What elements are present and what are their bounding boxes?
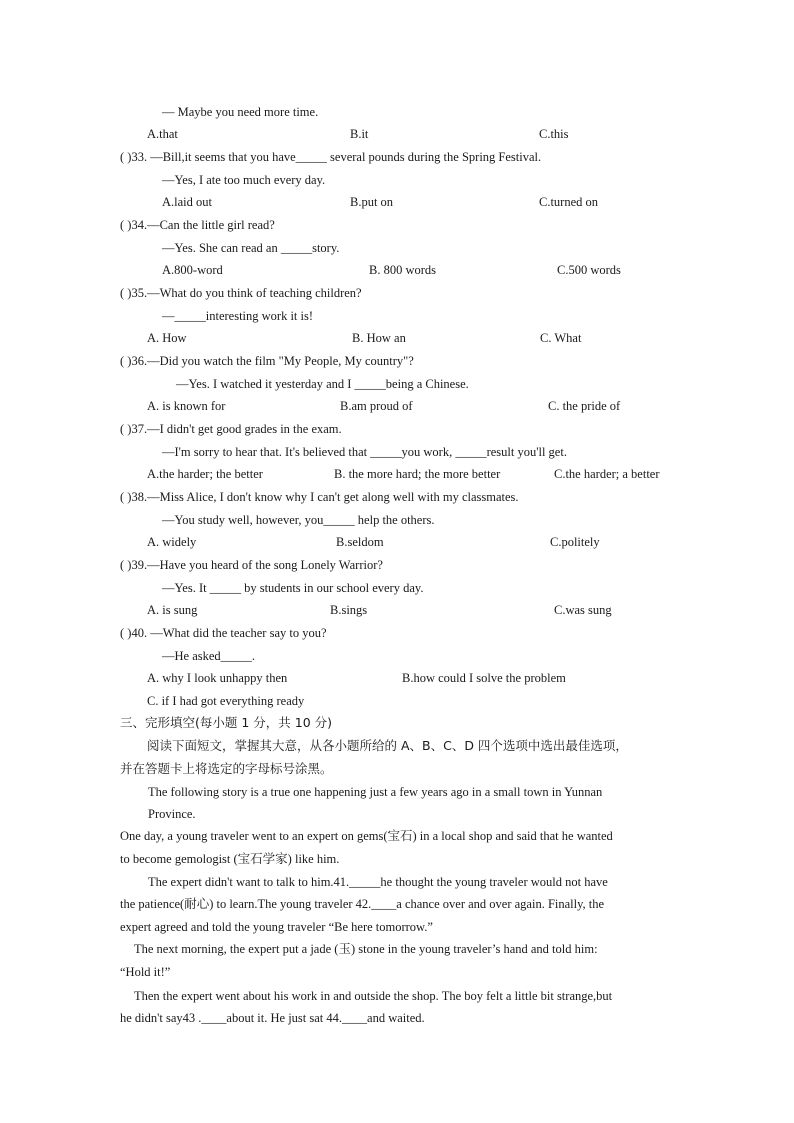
q40-stem: ( )40. —What did the teacher say to you? <box>120 626 327 640</box>
q35-option-b: B. How an <box>352 331 406 345</box>
q40-answer-line: —He asked_____. <box>162 649 256 663</box>
q39-answer-line: —Yes. It _____ by students in our school every day. <box>162 581 424 595</box>
q35-stem: ( )35.—What do you think of teaching children? <box>120 286 362 300</box>
q35-option-a: A. How <box>147 331 187 345</box>
q40-option-a: A. why I look unhappy then <box>147 671 288 685</box>
q34-option-c: C.500 words <box>557 263 621 277</box>
q34-option-a: A.800-word <box>162 263 223 277</box>
section3-instruction-2: 并在答题卡上将选定的字母标号涂黑。 <box>120 761 333 776</box>
q39-option-b: B.sings <box>330 603 368 617</box>
passage-line-6: the patience(耐心) to learn.The young traveler 42.____a chance over and over again. Finally, the <box>120 897 605 911</box>
q39-option-c: C.was sung <box>554 603 612 617</box>
q40-option-c: C. if I had got everything ready <box>147 694 305 708</box>
q37-option-a: A.the harder; the better <box>147 467 263 481</box>
passage-line-4: to become gemologist (宝石学家) like him. <box>120 852 340 866</box>
q39-stem: ( )39.—Have you heard of the song Lonely Warrior? <box>120 558 383 572</box>
q32-option-c: C.this <box>539 127 569 141</box>
passage-line-5: The expert didn't want to talk to him.41._____he thought the young traveler would not have <box>148 875 608 889</box>
q33-stem: ( )33. —Bill,it seems that you have_____ several pounds during the Spring Festival. <box>120 150 542 164</box>
q32-answer-line: — Maybe you need more time. <box>162 105 319 119</box>
q34-answer-line: —Yes. She can read an _____story. <box>162 241 340 255</box>
q38-option-b: B.seldom <box>336 535 384 549</box>
passage-line-1: The following story is a true one happening just a few years ago in a small town in Yunnan <box>148 785 603 799</box>
q33-answer-line: —Yes, I ate too much every day. <box>162 173 326 187</box>
passage-line-11: he didn't say43 .____about it. He just sat 44.____and waited. <box>120 1011 425 1025</box>
q33-option-b: B.put on <box>350 195 394 209</box>
passage-line-8: The next morning, the expert put a jade (玉) stone in the young traveler’s hand and told him: <box>134 942 598 956</box>
q32-option-a: A.that <box>147 127 178 141</box>
q34-option-b: B. 800 words <box>369 263 437 277</box>
q36-option-a: A. is known for <box>147 399 226 413</box>
passage-line-9: “Hold it!” <box>120 965 171 979</box>
q38-option-c: C.politely <box>550 535 600 549</box>
q36-option-c: C. the pride of <box>548 399 621 413</box>
q33-option-a: A.laid out <box>162 195 212 209</box>
q36-answer-line: —Yes. I watched it yesterday and I _____being a Chinese. <box>176 377 469 391</box>
q37-stem: ( )37.—I didn't get good grades in the exam. <box>120 422 342 436</box>
section3-heading: 三、完形填空(每小题 1 分，共 10 分) <box>120 715 333 730</box>
q39-option-a: A. is sung <box>147 603 198 617</box>
q32-option-b: B.it <box>350 127 369 141</box>
q34-stem: ( )34.—Can the little girl read? <box>120 218 275 232</box>
q38-option-a: A. widely <box>147 535 197 549</box>
q38-stem: ( )38.—Miss Alice, I don't know why I can't get along well with my classmates. <box>120 490 519 504</box>
q36-stem: ( )36.—Did you watch the film "My People, My country"? <box>120 354 414 368</box>
q37-option-b: B. the more hard; the more better <box>334 467 501 481</box>
q40-option-b: B.how could I solve the problem <box>402 671 566 685</box>
passage-line-7: expert agreed and told the young traveler “Be here tomorrow.” <box>120 920 433 934</box>
passage-line-2: Province. <box>148 807 196 821</box>
section3-instruction-1: 阅读下面短文，掌握其大意，从各小题所给的 A、B、C、D 四个选项中选出最佳选项， <box>147 738 628 753</box>
q37-answer-line: —I'm sorry to hear that. It's believed that _____you work, _____result you'll get. <box>162 445 567 459</box>
q37-option-c: C.the harder; a better <box>554 467 660 481</box>
q36-option-b: B.am proud of <box>340 399 413 413</box>
q35-option-c: C. What <box>540 331 582 345</box>
q38-answer-line: —You study well, however, you_____ help the others. <box>162 513 435 527</box>
passage-line-3: One day, a young traveler went to an expert on gems(宝石) in a local shop and said that he wanted <box>120 829 613 843</box>
q33-option-c: C.turned on <box>539 195 599 209</box>
q35-answer-line: —_____interesting work it is! <box>162 309 314 323</box>
passage-line-10: Then the expert went about his work in and outside the shop. The boy felt a little bit strange,but <box>134 989 613 1003</box>
